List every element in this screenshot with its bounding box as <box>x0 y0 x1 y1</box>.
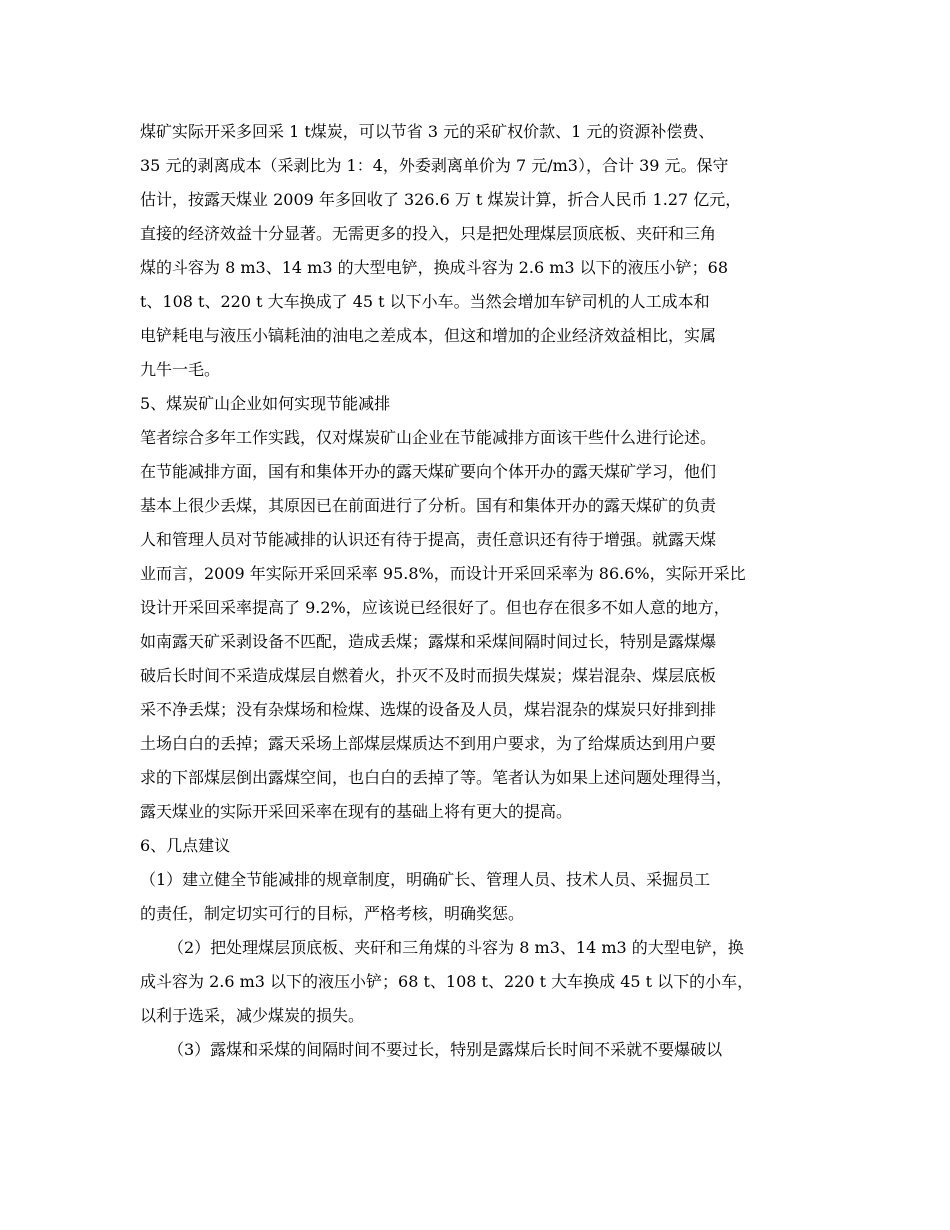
body-line: t、108 t、220 t 大车换成了 45 t 以下小车。当然会增加车铲司机的人工成本和 <box>140 292 710 311</box>
body-line: 人和管理人员对节能减排的认识还有待于提高，责任意识还有待于增强。就露天煤 <box>140 530 717 549</box>
body-line: 在节能减排方面，国有和集体开办的露天煤矿要向个体开办的露天煤矿学习，他们 <box>140 462 717 481</box>
body-line: 估计，按露天煤业 2009 年多回收了 326.6 万 t 煤炭计算，折合人民币 1.27 亿元， <box>140 190 742 209</box>
body-line: 土场白白的丢掉；露天采场上部煤层煤质达不到用户要求，为了给煤质达到用户要 <box>140 734 717 753</box>
body-line: 的责任，制定切实可行的目标，严格考核，明确奖惩。 <box>140 904 525 923</box>
body-line: 笔者综合多年工作实践，仅对煤炭矿山企业在节能减排方面该干些什么进行论述。 <box>140 428 717 447</box>
body-line: 煤矿实际开采多回采 1 t煤炭，可以节省 3 元的采矿权价款、1 元的资源补偿费、 <box>140 122 715 141</box>
body-line: 露天煤业的实际开采回采率在现有的基础上将有更大的提高。 <box>140 802 573 821</box>
body-line: 设计开采回采率提高了 9.2%，应该说已经很好了。但也存在很多不如人意的地方， <box>140 598 730 617</box>
body-line: 直接的经济效益十分显著。无需更多的投入，只是把处理煤层顶底板、夹矸和三角 <box>140 224 717 243</box>
section-heading-6: 6、几点建议 <box>140 836 231 855</box>
body-line: （1）建立健全节能减排的规章制度，明确矿长、管理人员、技术人员、采掘员工 <box>140 870 711 889</box>
body-line: （2）把处理煤层顶底板、夹矸和三角煤的斗容为 8 m3、14 m3 的大型电铲，换 <box>168 938 744 957</box>
body-line: 如南露天矿采剥设备不匹配，造成丢煤；露煤和采煤间隔时间过长，特别是露煤爆 <box>140 632 717 651</box>
body-line: 基本上很少丢煤，其原因已在前面进行了分析。国有和集体开办的露天煤矿的负责 <box>140 496 717 515</box>
body-line: 成斗容为 2.6 m3 以下的液压小铲；68 t、108 t、220 t 大车换成 45 t 以下的小车， <box>140 972 754 991</box>
body-line: 电铲耗电与液压小镐耗油的油电之差成本，但这和增加的企业经济效益相比，实属 <box>140 326 717 345</box>
body-line: 九牛一毛。 <box>140 360 221 379</box>
body-line: 煤的斗容为 8 m3、14 m3 的大型电铲，换成斗容为 2.6 m3 以下的液压小铲；68 <box>140 258 729 277</box>
body-line: 业而言，2009 年实际开采回采率 95.8%，而设计开采回采率为 86.6%，实际开采比 <box>140 564 746 583</box>
body-line: 采不净丢煤；没有杂煤场和检煤、选煤的设备及人员，煤岩混杂的煤炭只好排到排 <box>140 700 717 719</box>
body-line: 以利于选采，减少煤炭的损失。 <box>140 1006 365 1025</box>
body-line: 破后长时间不采造成煤层自燃着火，扑灭不及时而损失煤炭；煤岩混杂、煤层底板 <box>140 666 717 685</box>
body-line: （3）露煤和采煤的间隔时间不要过长，特别是露煤后长时间不采就不要爆破以 <box>168 1040 723 1059</box>
body-line: 求的下部煤层倒出露煤空间，也白白的丢掉了等。笔者认为如果上述问题处理得当， <box>140 768 733 787</box>
section-heading-5: 5、煤炭矿山企业如何实现节能减排 <box>140 394 391 413</box>
body-line: 35 元的剥离成本（采剥比为 1：4，外委剥离单价为 7 元/m3），合计 39 元。保守 <box>140 156 729 175</box>
